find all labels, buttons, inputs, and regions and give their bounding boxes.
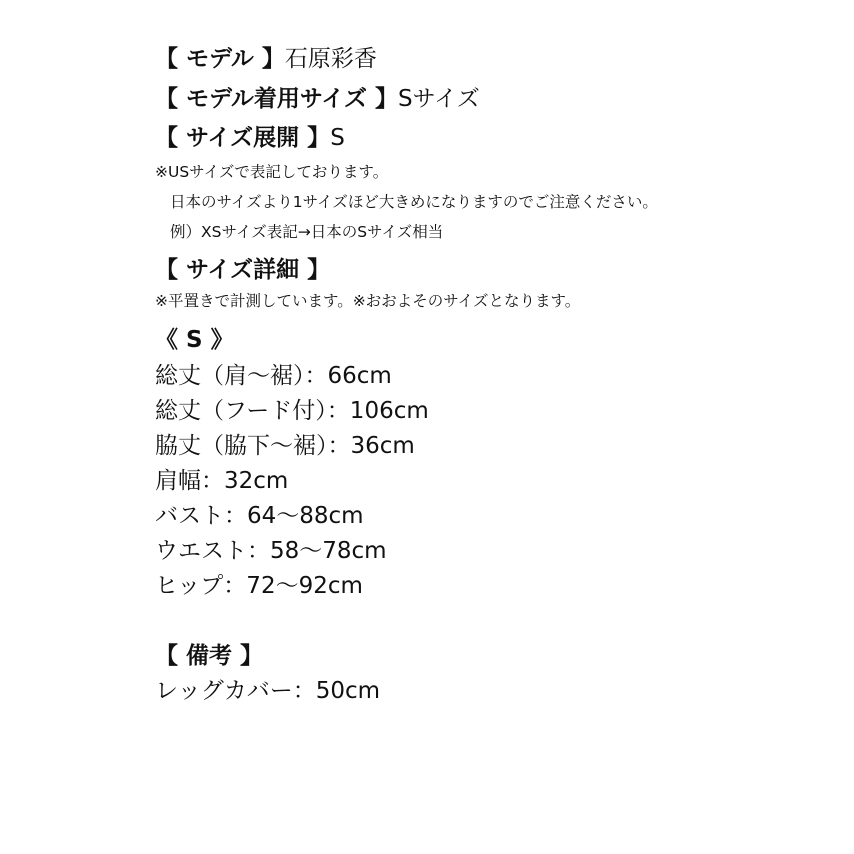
remark-leg-cover: レッグカバー：50cm xyxy=(155,678,381,704)
remarks-label: 【 備考 】 xyxy=(155,643,264,669)
model-value: 石原彩香 xyxy=(284,46,377,72)
size-detail-heading xyxy=(155,259,330,282)
model-size-line xyxy=(155,88,480,111)
model-line xyxy=(155,48,377,71)
spec-total-length: 総丈（肩〜裾）：66cm xyxy=(155,363,392,389)
spec-waist: ウエスト：58〜78cm xyxy=(155,538,387,564)
size-example-note: 例）XSサイズ表記→日本のSサイズ相当 xyxy=(170,223,444,241)
us-size-note: ※USサイズで表記しております。 xyxy=(155,163,389,181)
size-range-line xyxy=(155,127,345,150)
spec-bust: バスト：64〜88cm xyxy=(155,503,364,529)
remarks-heading xyxy=(155,645,263,668)
size-label xyxy=(155,329,234,352)
size-range-label: 【 サイズ展開 】 xyxy=(155,125,331,151)
size-detail-label: 【 サイズ詳細 】 xyxy=(155,257,331,283)
measurement-note: ※平置きで計測しています。※おおよそのサイズとなります。 xyxy=(155,292,581,310)
size-label-text: 《 S 》 xyxy=(155,327,234,353)
model-label: 【 モデル 】 xyxy=(155,46,285,72)
spec-total-length-hood: 総丈（フード付）：106cm xyxy=(155,398,429,424)
model-size-value: Sサイズ xyxy=(398,86,480,112)
model-size-label: 【 モデル着用サイズ 】 xyxy=(155,86,399,112)
size-range-value: S xyxy=(330,125,345,151)
spec-hip: ヒップ：72〜92cm xyxy=(155,573,363,599)
spec-shoulder-width: 肩幅：32cm xyxy=(155,468,289,494)
larger-size-note: 日本のサイズより1サイズほど大きめになりますのでご注意ください。 xyxy=(170,193,658,211)
spec-side-length: 脇丈（脇下〜裾）：36cm xyxy=(155,433,415,459)
